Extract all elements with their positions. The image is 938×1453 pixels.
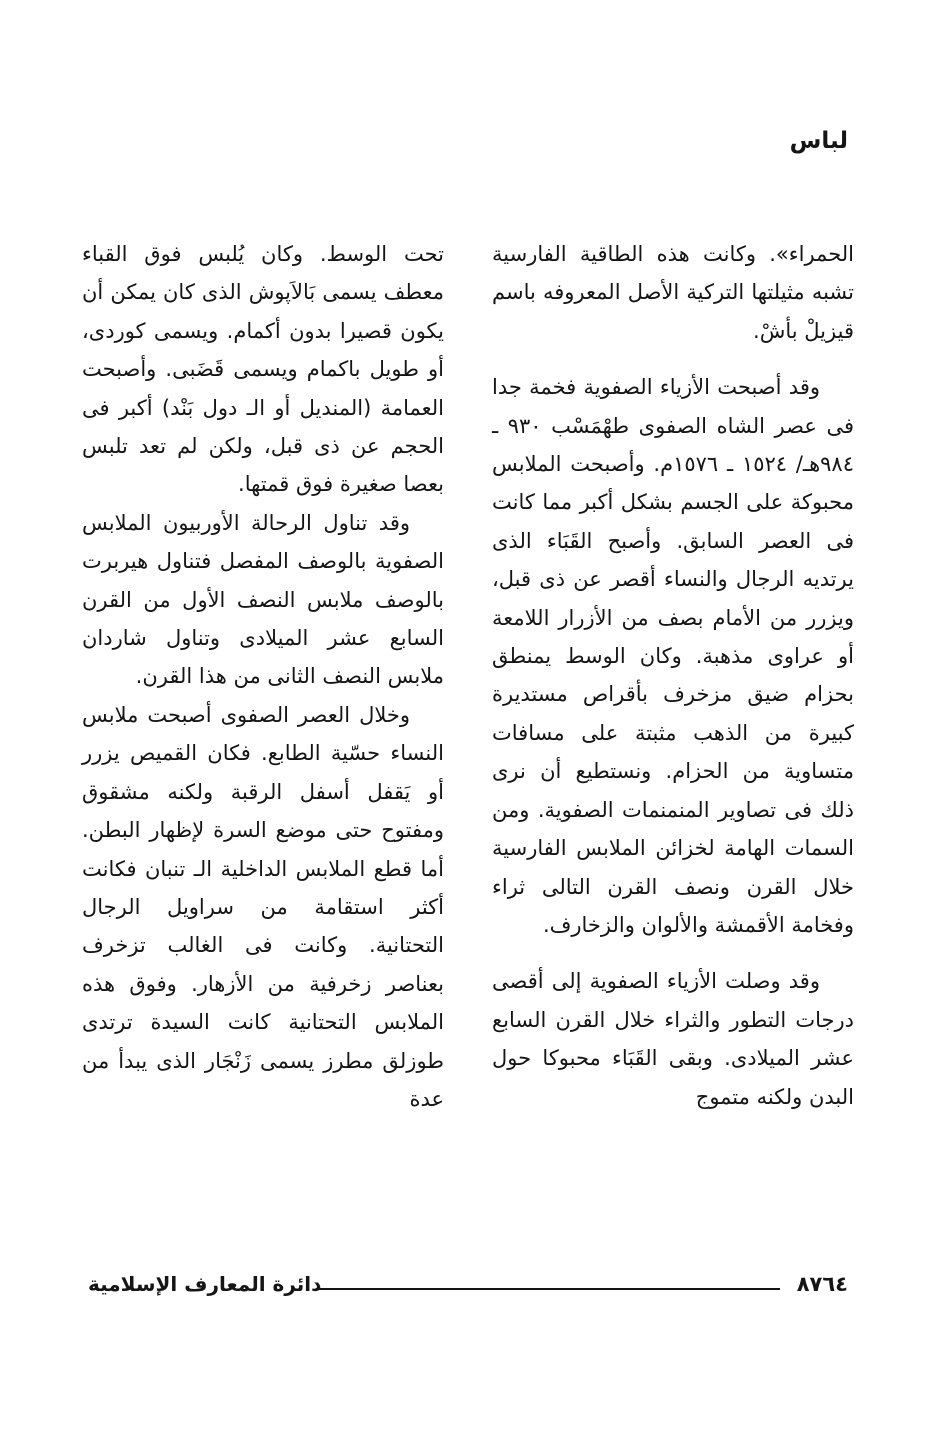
paragraph: وخلال العصر الصفوى أصبحت ملابس النساء حسّية الطابع. فكان القميص يزرر أو يَقفل أسفل الرقبة ولكنه مشقوق ومفتوح حتى موضع السرة لإظهار البطن. أما قطع الملابس الداخلية الـ تنبان فكانت أكثر استقامة من سراويل الرجال التحتانية. وكانت فى الغالب تزخرف بعناصر زخرفية من الأزهار. وفوق هذه الملابس التحتانية كانت السيدة ترتدى طوزلق مطرز يسمى زَنْجَار الذى يبدأ من عدة [82, 702, 444, 1111]
paragraph: وقد تناول الرحالة الأوربيون الملابس الصفوية بالوصف المفصل فتناول هيربرت بالوصف ملابس النصف الأول من القرن السابع عشر الميلادى وتناول شاردان ملابس النصف الثانى من هذا القرن. [82, 510, 444, 689]
running-title: لباس [789, 128, 848, 154]
page-number: ٨٧٦٤ [796, 1272, 848, 1296]
paragraph: وقد وصلت الأزياء الصفوية إلى أقصى درجات التطور والثراء خلال القرن السابع عشر الميلادى. وبقى القَبَاء محبوكا حول البدن ولكنه متموج [492, 969, 854, 1109]
publication-title: دائرة المعارف الإسلامية [88, 1272, 322, 1296]
left-column [82, 235, 444, 1118]
paragraph: الحمراء». وكانت هذه الطاقية الفارسية تشبه مثيلتها التركية الأصل المعروفه باسم قيزيلْ بأشْ. [492, 242, 854, 343]
paragraph: تحت الوسط. وكان يُلبس فوق القباء معطف يسمى بَالاَپوش الذى كان يمكن أن يكون قصيرا بدون أكمام. ويسمى كوردى، أو طويل باكمام ويسمى قَضَبى. وأصبحت العمامة (المنديل أو الـ دول بَنْد) أكبر فى الحجم عن ذى قبل، ولكن لم تعد تلبس بعصا صغيرة فوق قمتها. [82, 242, 444, 497]
right-column [492, 235, 854, 1116]
paragraph: وقد أصبحت الأزياء الصفوية فخمة جدا فى عصر الشاه الصفوى طهْمَسْب ٩٣٠ ـ ٩٨٤هـ/ ١٥٢٤ ـ ١٥٧٦م. وأصبحت الملابس محبوكة على الجسم بشكل أكبر مما كانت فى العصر السابق. وأصبح القَبَاء الذى يرتديه الرجال والنساء أقصر عن ذى قبل، ويزرر من الأمام بصف من الأزرار اللامعة أو عراوى مذهبة. وكان الوسط يمنطق بحزام ضيق مزخرف بأقراص مستديرة كبيرة من الذهب مثبتة على مسافات متساوية من الحزام. ونستطيع أن نرى ذلك فى تصاوير المنمنمات الصفوية. ومن السمات الهامة لخزائن الملابس الفارسية خلال القرن ونصف القرن التالى ثراء وفخامة الأقمشة والألوان والزخارف. [492, 375, 855, 937]
footer-divider [316, 1288, 780, 1290]
page-footer [88, 1268, 848, 1304]
